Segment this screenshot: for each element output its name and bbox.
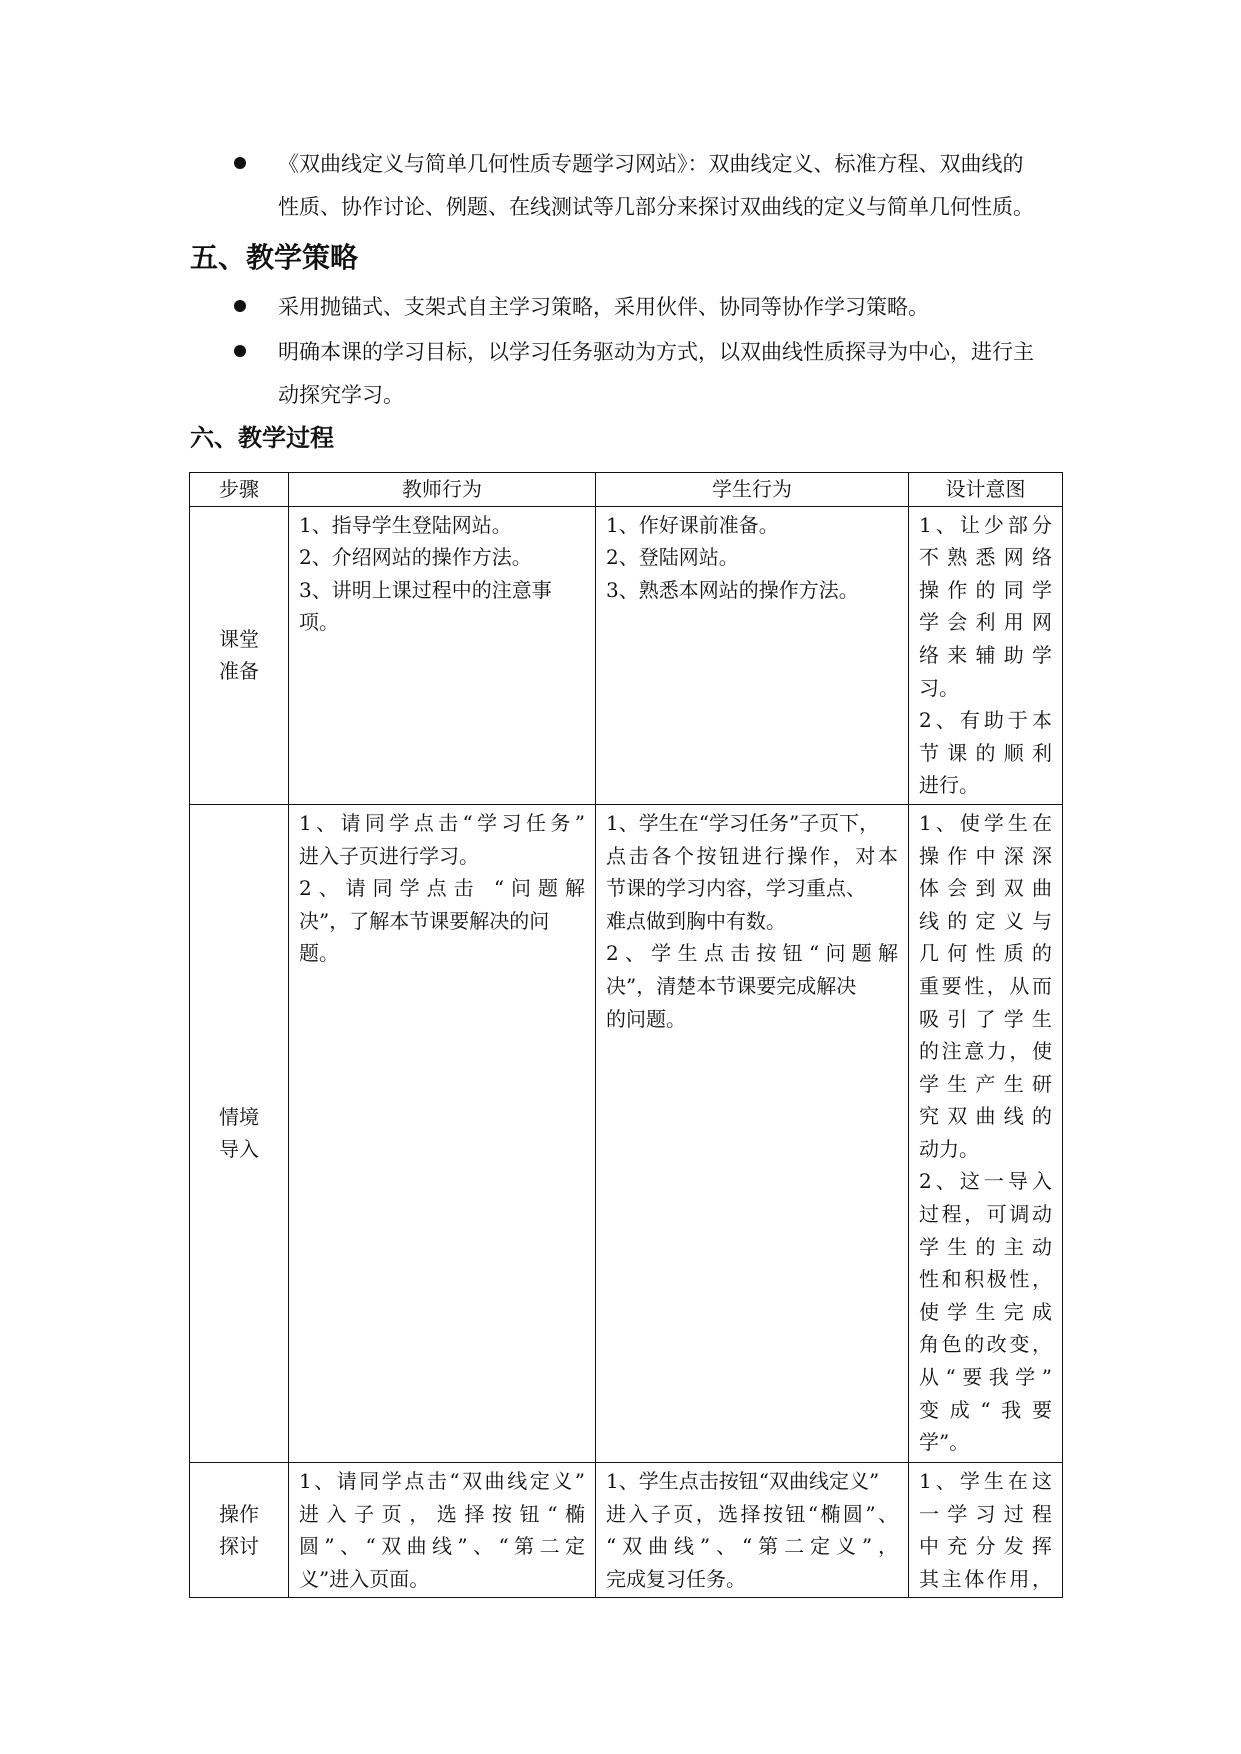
bullet-dot — [234, 345, 246, 357]
step-label: 导入 — [219, 1137, 259, 1162]
strategy-bullet-1: 采用抛锚式、支架式自主学习策略，采用伙伴、协同等协作学习策略。 — [278, 295, 929, 319]
cell-line: 2、登陆网站。 — [606, 545, 739, 570]
cell-line: 线的定义与 — [919, 908, 1052, 933]
cell-line: 进入子页进行学习。 — [299, 843, 479, 868]
cell-line: 一学习过程 — [919, 1501, 1052, 1526]
cell-line: 2、请同学点击 “问题解 — [299, 876, 585, 901]
cell-line: 点击各个按钮进行操作，对本 — [606, 843, 898, 868]
table-row — [190, 1462, 1063, 1597]
cell-line: 变成“我要 — [919, 1397, 1052, 1422]
cell-line: 3、熟悉本网站的操作方法。 — [606, 577, 859, 602]
step-label: 准备 — [219, 659, 259, 684]
cell-line: 2、这一导入 — [919, 1169, 1052, 1194]
cell-line: 1、学生在“学习任务”子页下， — [606, 810, 880, 835]
cell-line: 其主体作用， — [919, 1566, 1052, 1591]
cell-line: 中充分发挥 — [919, 1534, 1052, 1559]
step-label: 课堂 — [219, 626, 259, 651]
intro-bullet-line1: 《双曲线定义与简单几何性质专题学习网站》：双曲线定义、标准方程、双曲线的 — [278, 152, 1024, 176]
cell-line: 进入子页，选择按钮“椭圆”、 — [606, 1501, 898, 1526]
cell-line: 义”进入页面。 — [299, 1566, 430, 1591]
cell-line: 完成复习任务。 — [606, 1566, 746, 1591]
cell-line: 不熟悉网络 — [919, 545, 1052, 570]
cell-line: 节课的顺利 — [919, 740, 1052, 765]
cell-line: 1、学生在这 — [919, 1468, 1052, 1493]
teacher-cell — [289, 506, 596, 804]
cell-line: 2、介绍网站的操作方法。 — [299, 545, 532, 570]
step-label: 操作 — [219, 1501, 259, 1526]
cell-line: 1、使学生在 — [919, 810, 1052, 835]
cell-line: 3、讲明上课过程中的注意事 — [299, 577, 552, 602]
cell-line: 1、作好课前准备。 — [606, 512, 779, 537]
section-5-heading: 五、教学策略 — [190, 241, 359, 274]
cell-line: 1、请同学点击“学习任务” — [299, 810, 585, 835]
step-cell — [190, 804, 289, 1462]
cell-line: 体会到双曲 — [919, 876, 1052, 901]
teaching-process-table — [189, 472, 1063, 1598]
step-cell — [190, 506, 289, 804]
cell-line: 操作中深深 — [919, 843, 1052, 868]
cell-line: 项。 — [299, 610, 339, 635]
cell-line: 习。 — [919, 675, 959, 700]
header-step: 步骤 — [190, 473, 289, 507]
student-cell — [596, 804, 909, 1462]
cell-line: 难点做到胸中有数。 — [606, 908, 786, 933]
intro-bullet-line2: 性质、协作讨论、例题、在线测试等几部分来探讨双曲线的定义与简单几何性质。 — [278, 195, 1034, 219]
intent-cell — [909, 1462, 1063, 1597]
cell-line: 性和积极性， — [919, 1267, 1052, 1292]
cell-line: 几何性质的 — [919, 941, 1052, 966]
cell-line: 络来辅助学 — [919, 642, 1052, 667]
cell-line: 学会利用网 — [919, 610, 1052, 635]
step-label: 情境 — [219, 1104, 259, 1129]
cell-line: “双曲线”、“第二定义”， — [606, 1534, 898, 1559]
table-row — [190, 804, 1063, 1462]
cell-line: 进入子页，选择按钮“椭 — [299, 1501, 585, 1526]
strategy-bullet-2-line2: 动探究学习。 — [278, 383, 404, 407]
cell-line: 1、请同学点击“双曲线定义” — [299, 1468, 585, 1493]
bullet-dot — [234, 300, 246, 312]
cell-line: 1、学生点击按钮“双曲线定义” — [606, 1468, 880, 1493]
cell-line: 1、让少部分 — [919, 512, 1052, 537]
strategy-bullet-2-line1: 明确本课的学习目标，以学习任务驱动为方式，以双曲线性质探寻为中心，进行主 — [278, 340, 1034, 364]
intent-cell — [909, 804, 1063, 1462]
section-6-heading: 六、教学过程 — [190, 424, 334, 452]
cell-line: 重要性，从而 — [919, 973, 1052, 998]
cell-line: 角色的改变， — [919, 1332, 1052, 1357]
cell-line: 2、有助于本 — [919, 708, 1052, 733]
cell-line: 学”。 — [919, 1430, 970, 1455]
cell-line: 吸引了学生 — [919, 1006, 1052, 1031]
cell-line: 学生的主动 — [919, 1234, 1052, 1259]
table-row — [190, 506, 1063, 804]
cell-line: 决”，清楚本节课要完成解决 — [606, 973, 857, 998]
table-header-row — [190, 473, 1063, 507]
step-cell — [190, 1462, 289, 1597]
cell-line: 决”，了解本节课要解决的问 — [299, 908, 550, 933]
cell-line: 从“要我学” — [919, 1365, 1052, 1390]
cell-line: 过程，可调动 — [919, 1202, 1052, 1227]
teacher-cell — [289, 804, 596, 1462]
cell-line: 动力。 — [919, 1136, 979, 1161]
header-teacher: 教师行为 — [289, 473, 596, 507]
cell-line: 题。 — [299, 941, 339, 966]
header-intent: 设计意图 — [909, 473, 1063, 507]
student-cell — [596, 506, 909, 804]
cell-line: 的注意力，使 — [919, 1039, 1052, 1064]
header-student: 学生行为 — [596, 473, 909, 507]
cell-line: 使学生完成 — [919, 1299, 1052, 1324]
cell-line: 节课的学习内容，学习重点、 — [606, 876, 866, 901]
intent-cell — [909, 506, 1063, 804]
bullet-dot — [234, 157, 246, 169]
teacher-cell — [289, 1462, 596, 1597]
cell-line: 1、指导学生登陆网站。 — [299, 512, 512, 537]
cell-line: 操作的同学 — [919, 577, 1052, 602]
cell-line: 究双曲线的 — [919, 1104, 1052, 1129]
student-cell — [596, 1462, 909, 1597]
cell-line: 的问题。 — [606, 1006, 686, 1031]
cell-line: 圆”、“双曲线”、“第二定 — [299, 1534, 585, 1559]
cell-line: 进行。 — [919, 773, 979, 798]
cell-line: 学生产生研 — [919, 1071, 1052, 1096]
cell-line: 2、学生点击按钮“问题解 — [606, 941, 898, 966]
step-label: 探讨 — [219, 1534, 259, 1559]
